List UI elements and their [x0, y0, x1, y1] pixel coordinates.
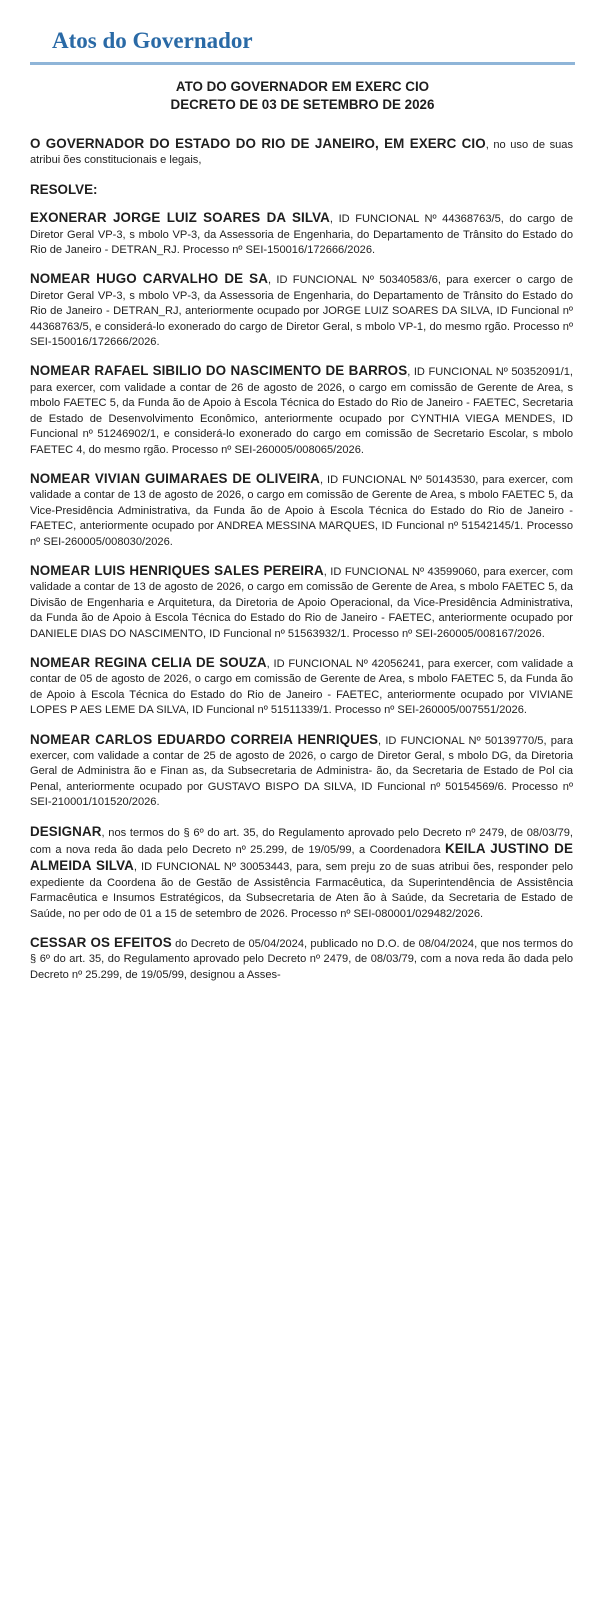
intro-text: , no uso de suas atribui ões constitucionais e legais, [30, 139, 573, 167]
act-paragraph-nomear-regina [30, 655, 573, 719]
document-heading [30, 78, 575, 114]
act-text: , nos termos do § 6º do art. 35, do Regulamento aprovado pelo Decreto nº 2479, de 08/03/79, com a nova reda ão dada pelo Decreto nº 25.299, de 19/05/99, a Coordenadora [30, 826, 573, 857]
act-text: , ID FUNCIONAL Nº 43599060, para exercer, com validade a contar de 13 de agosto de 2026, o cargo em comissão de Gerente de Area, s mbolo FAETEC 5, da Divisão de Engenharia e Arquitetura, da Diretoria de Apoio Operacional, da Vice-Presidência Administrativa, da Funda ão de Apoio à Escola Técnica do Estado do Rio de Janeiro - FAETEC, anteriormente ocupado por DANIELE DIAS DO NASCIMENTO, ID Funcional nº 51563932/1. Processo nº SEI-260005/008167/2026. [30, 565, 573, 640]
act-verb-name: NOMEAR RAFAEL SIBILIO DO NASCIMENTO DE BARROS [30, 363, 408, 379]
act-verb: DESIGNAR [30, 823, 102, 839]
act-text-continued: , ID FUNCIONAL Nº 30053443, para, sem preju zo de suas atribui ões, responder pelo expediente da Coordena ão de Gestão de Assistência Farmacêutica, da Superintendência de Assistência Farmacêutica e Insumos Estratégicos, da Subsecretaria de Aten ão à Saúde, da Secretaria de Estado de Saúde, no per odo de 01 a 15 de setembro de 2026. Processo nº SEI-080001/029482/2026. [30, 861, 573, 920]
act-verb: CESSAR OS EFEITOS [30, 935, 172, 951]
section-divider [30, 62, 575, 65]
act-verb-name: NOMEAR LUIS HENRIQUES SALES PEREIRA [30, 562, 324, 578]
act-title: ATO DO GOVERNADOR EM EXERC CIO [175, 79, 430, 94]
act-text: , ID FUNCIONAL Nº 50352091/1, para exercer, com validade a contar de 26 de agosto de 2026, o cargo em comissão de Gerente de Area, s mbolo FAETEC 5, da Funda ão de Apoio à Escola Técnica do Estado do Rio de Janeiro - FAETEC, Secretaria de Estado de Desenvolvimento Econômico, anteriormente ocupado por CYNTHIA VIEGA MENDES, ID Funcional nº 51246902/1, e considerá-lo exonerado do cargo em comissão de Secretario Escolar, s mbolo FAETEC 4, do mesmo rgão. Processo nº SEI-260005/008065/2026. [30, 366, 574, 456]
act-text: , ID FUNCIONAL Nº 42056241, para exercer, com validade a contar de 05 de agosto de 2026, o cargo em comissão de Gerente de Area, s mbolo FAETEC 5, da Funda ão de Apoio à Escola Técnica do Estado do Rio de Janeiro - FAETEC, anteriormente ocupado por VIVIANE LOPES P AES LEME DA SILVA, ID Funcional nº 51511339/1. Processo nº SEI-260005/007551/2026. [30, 657, 573, 717]
intro-paragraph [30, 136, 573, 169]
act-paragraph-nomear-vivian [30, 471, 573, 550]
section-title: Atos do Governador [52, 28, 253, 53]
resolve-label: RESOLVE: [30, 181, 98, 197]
act-verb-name: NOMEAR CARLOS EDUARDO CORREIA HENRIQUES [30, 731, 378, 747]
act-paragraph-exonerar [30, 210, 573, 258]
act-paragraph-nomear-luis [30, 563, 573, 642]
act-paragraph-nomear-rafael [30, 363, 573, 457]
act-verb-name: EXONERAR JORGE LUIZ SOARES DA SILVA [30, 210, 330, 226]
act-verb-name: NOMEAR HUGO CARVALHO DE SA [30, 271, 268, 287]
act-verb-name: NOMEAR REGINA CELIA DE SOUZA [30, 654, 267, 670]
act-text: , ID FUNCIONAL Nº 50143530, para exercer, com validade a contar de 13 de agosto de 2026, o cargo em comissão de Gerente de Area, s mbolo FAETEC 5, da Vice-Presidência Administrativa, da Funda ão de Apoio à Escola Técnica do Estado do Rio de Janeiro - FAETEC, anteriormente ocupado por ANDREA MESSINA MARQUES, ID Funcional nº 51542145/1. Processo nº SEI-260005/008030/2026. [30, 473, 574, 548]
act-text: , ID FUNCIONAL Nº 50139770/5, para exercer, com validade a contar de 25 de agosto de 2026, o cargo de Diretor Geral, s mbolo DG, da Diretoria Geral de Administra ão e Finan as, da Subsecretaria de Administra- ão, da Secretaria de Estado de Pol cia Penal, anteriormente ocupado por GUSTAVO BISPO DA SILVA, ID Funcional nº 50154569/6. Processo nº SEI-210001/101520/2026. [30, 734, 573, 809]
act-text: , ID FUNCIONAL Nº 50340583/6, para exercer o cargo de Diretor Geral VP-3, s mbolo VP-3, da Assessoria de Engenharia, do Departamento de Trânsito do Estado do Rio de Janeiro - DETRAN_RJ, anteriormente ocupado por JORGE LUIZ SOARES DA SILVA, ID Funcional nº 44368763/5, e considerá-lo exonerado do cargo de Diretor Geral, s mbolo VP-1, do mesmo rgão. Processo nº SEI-150016/172666/2026. [30, 274, 573, 349]
act-paragraph-cessar [30, 935, 573, 983]
act-verb-name: NOMEAR VIVIAN GUIMARAES DE OLIVEIRA [30, 470, 320, 486]
act-paragraph-nomear-carlos [30, 732, 573, 811]
act-paragraph-nomear-hugo [30, 271, 573, 350]
decree-body [30, 136, 573, 996]
decree-date-title: DECRETO DE 03 DE SETEMBRO DE 2026 [170, 97, 435, 112]
act-text: , ID FUNCIONAL Nº 44368763/5, do cargo de Diretor Geral VP-3, s mbolo VP-3, da Assessoria de Engenharia, do Departamento de Trânsito do Estado do Rio de Janeiro - DETRAN_RJ. Processo nº SEI-150016/172666/2026. [30, 213, 573, 257]
intro-bold: O GOVERNADOR DO ESTADO DO RIO DE JANEIRO, EM EXERC CIO [30, 136, 486, 151]
section-header [30, 26, 575, 65]
act-person-name: KEILA JUSTINO DE ALMEIDA SILVA [30, 841, 573, 874]
act-paragraph-designar [30, 824, 573, 922]
act-text: do Decreto de 05/04/2024, publicado no D.O. de 08/04/2024, que nos termos do § 6º do art. 35, do Regulamento aprovado pelo Decreto nº 2479, de 08/03/79, com a nova reda ão dada pelo Decreto nº 25.299, de 19/05/99, designou a Asses- [30, 938, 574, 981]
